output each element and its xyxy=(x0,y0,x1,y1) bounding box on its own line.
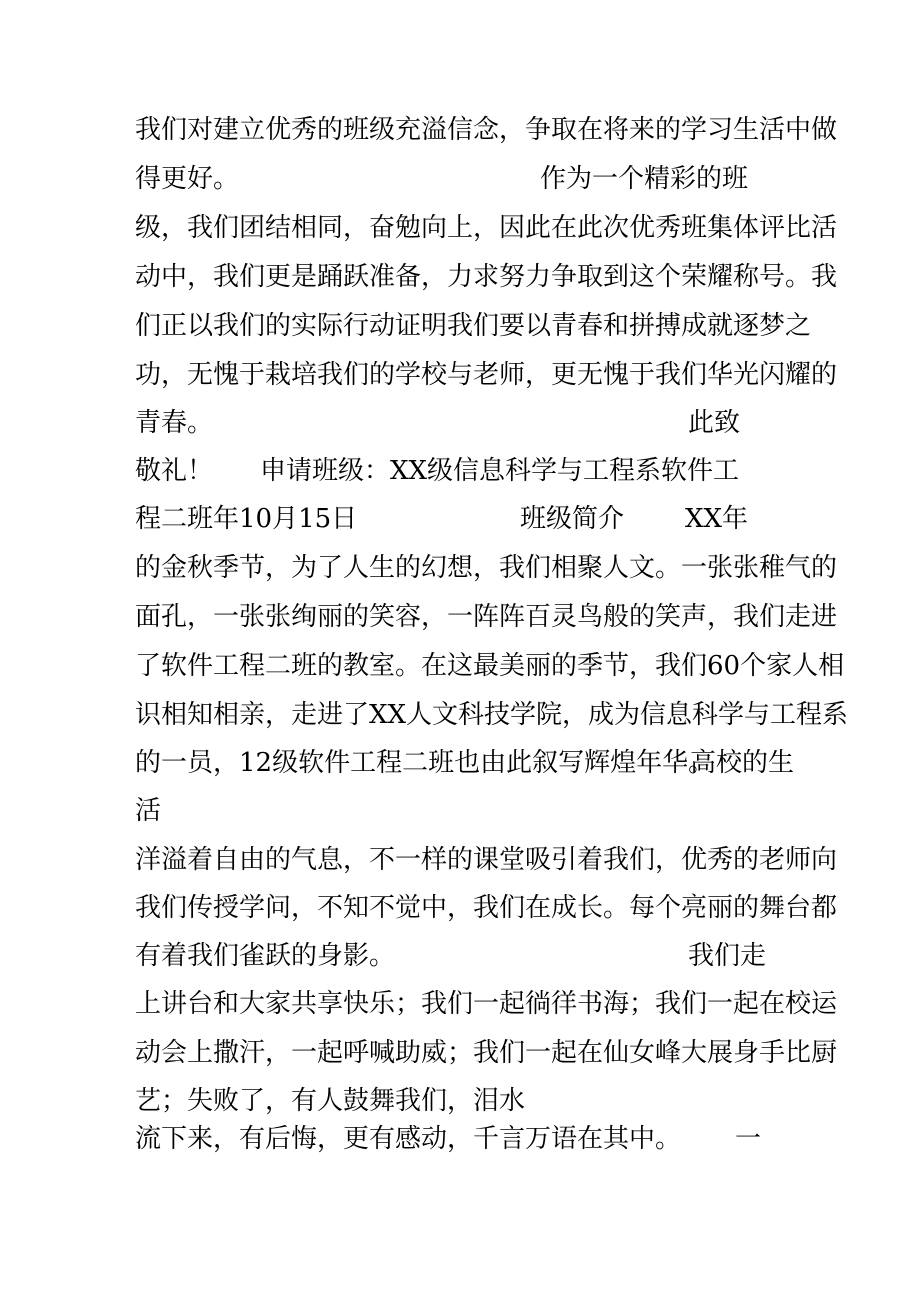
application-date: 程二班年10月15日 xyxy=(135,504,358,534)
line-text: 识相知相亲，走进了XX人文科技学院，成为信息科学与工程系 xyxy=(135,700,849,730)
section-heading: 班级简介 xyxy=(520,504,625,534)
text-line-20 xyxy=(135,1033,838,1073)
text-line-22 xyxy=(135,1119,800,1159)
line-text: 青春。 xyxy=(135,408,214,438)
text-line-4 xyxy=(135,257,838,297)
text-line-17 xyxy=(135,888,838,928)
line-text: 级，我们团结相同，奋勉向上，因此在此次优秀班集体评比活 xyxy=(135,213,838,243)
line-text: 动中，我们更是踊跃准备，力求努力争取到这个荣耀称号。我 xyxy=(135,262,838,292)
line-text: 活 xyxy=(135,796,162,826)
text-line-8 xyxy=(135,451,800,491)
line-text: 的一员，12级软件工程二班也由此叙写辉煌年华。 xyxy=(135,748,715,778)
line-text-right: 作为一个精彩的班 xyxy=(540,164,749,194)
text-line-14 xyxy=(135,743,800,783)
line-text: 流下来，有后悔，更有感动，千言万语在其中。 xyxy=(135,1124,682,1154)
line-text: 功，无愧于栽培我们的学校与老师，更无愧于我们华光闪耀的 xyxy=(135,360,838,390)
text-line-10 xyxy=(135,548,838,588)
line-text-right: 我们走 xyxy=(688,941,767,971)
text-line-7 xyxy=(135,403,800,443)
line-text: 艺；失败了，有人鼓舞我们，泪水 xyxy=(135,1086,526,1116)
text-line-5 xyxy=(135,306,812,346)
text-line-9 xyxy=(135,499,800,539)
text-line-1 xyxy=(135,110,838,150)
text-line-11 xyxy=(135,597,838,637)
line-text: 敬礼！ xyxy=(135,456,214,486)
line-text: 面孔，一张张绚丽的笑容，一阵阵百灵鸟般的笑声，我们走进 xyxy=(135,602,838,632)
line-text-right: 一 xyxy=(735,1124,762,1154)
text-line-13 xyxy=(135,695,849,735)
line-text: 了软件工程二班的教室。在这最美丽的季节，我们60个家人相 xyxy=(135,651,845,681)
text-line-21 xyxy=(135,1081,800,1121)
text-line-16 xyxy=(135,840,838,880)
text-line-6 xyxy=(135,355,838,395)
text-line-3 xyxy=(135,208,838,248)
text-line-19 xyxy=(135,984,838,1024)
line-text-right: 高校的生 xyxy=(690,748,795,778)
text-line-15 xyxy=(135,791,800,831)
line-text: 洋溢着自由的气息，不一样的课堂吸引着我们，优秀的老师向 xyxy=(135,845,838,875)
line-text: 们正以我们的实际行动证明我们要以青春和拼搏成就逐梦之 xyxy=(135,311,812,341)
line-text: 有着我们雀跃的身影。 xyxy=(135,941,396,971)
line-text: 得更好。 xyxy=(135,164,240,194)
line-text-right: XX年 xyxy=(685,504,749,534)
line-text: 我们传授学问，不知不觉中，我们在成长。每个亮丽的舞台都 xyxy=(135,893,838,923)
line-text: 动会上撒汗，一起呼喊助威；我们一起在仙女峰大展身手比厨 xyxy=(135,1038,838,1068)
text-line-18 xyxy=(135,936,800,976)
line-text: 的金秋季节，为了人生的幻想，我们相聚人文。一张张稚气的 xyxy=(135,553,838,583)
line-text: 我们对建立优秀的班级充溢信念，争取在将来的学习生活中做 xyxy=(135,115,838,145)
line-text: 上讲台和大家共享快乐；我们一起徜徉书海；我们一起在校运 xyxy=(135,989,838,1019)
closing-salutation: 此致 xyxy=(688,408,741,438)
applicant-class: 申请班级：XX级信息科学与工程系软件工 xyxy=(260,456,740,486)
text-line-2 xyxy=(135,159,800,199)
text-line-12 xyxy=(135,646,845,686)
